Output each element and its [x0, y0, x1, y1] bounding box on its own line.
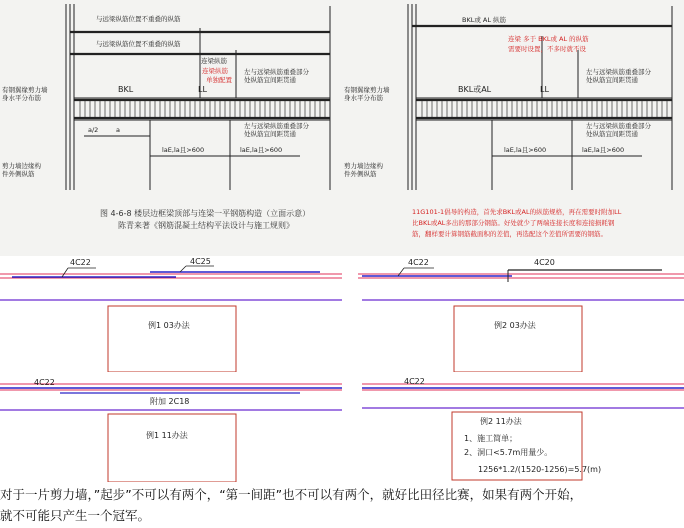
tr-red-text2: 比BKL或AL多出的那部分钢筋。好处就少了两端连接长度和连接损耗钢 [412, 219, 615, 227]
tl-left1: 有钢翼缘剪力墙 [2, 86, 48, 94]
tr-red-text1: 11G101-1倡导的构造，首先求BKL或AL的纵筋规格，再在需要时附加LL [412, 208, 622, 216]
tl-dim-b: a [116, 126, 120, 134]
tl-caption1: 图 4-6-8 楼层边框梁顶部与连梁一平钢筋构造（立面示意） [100, 209, 311, 218]
tr-note-red2: 需要时设置，不多时就不设 [508, 45, 586, 53]
ll-bar1-label: 4C22 [34, 378, 55, 387]
mid-right-diagram [342, 256, 684, 372]
top-left-drawing [0, 0, 342, 256]
lr-item1: 1、施工简单； [464, 434, 518, 443]
tr-left2: 身水平分布筋 [344, 94, 383, 102]
mr-bar2-label: 4C20 [534, 258, 555, 267]
bottom-line-2: 就不可能只产生一个冠军。 [0, 508, 151, 523]
tr-left1: 有钢翼缘剪力墙 [344, 86, 390, 94]
bottom-paragraph [0, 484, 684, 526]
tl-note-top1: 与远梁纵筋位置不重叠的纵筋 [96, 15, 181, 23]
mr-bar1-label: 4C22 [408, 258, 429, 267]
tl-label-bkl: BKL [118, 85, 134, 94]
ml-bar2-label: 4C25 [190, 257, 211, 266]
tr-label-bkl: BKL或AL [458, 85, 492, 94]
tl-note-top2: 与远梁纵筋位置不重叠的纵筋 [96, 40, 181, 48]
tl-dim-c: laE,la且>600 [162, 146, 205, 154]
mid-left-diagram [0, 256, 342, 372]
tl-dim-d: laE,la且>600 [240, 146, 283, 154]
tl-note-right5: 处纵筋宜间距贯通 [244, 76, 296, 84]
tl-note-right3: 单独配置 [206, 76, 232, 84]
tl-caption2: 陈青来著《钢筋混凝土结构平法设计与施工规则》 [118, 221, 294, 230]
lr-item2: 2、洞口<5.7m用量少。 [464, 448, 553, 457]
tl-note-right6: 左与远梁纵筋重叠部分 [244, 122, 309, 130]
tl-note-right4: 左与远梁纵筋重叠部分 [244, 68, 309, 76]
lr-formula: 1256*1.2/(1520-1256)=5.7(m) [478, 465, 602, 474]
tl-left3: 剪力墙边缘构 [2, 162, 41, 170]
ml-bar1-label: 4C22 [70, 258, 91, 267]
tr-note-right6: 左与远梁纵筋重叠部分 [586, 122, 651, 130]
ml-title: 例1 03办法 [148, 321, 190, 330]
tr-left3: 剪力墙边缘构 [344, 162, 383, 170]
tr-red-text3: 筋，翻样要计算钢筋截面积的差值，再选配这个差值所需要的钢筋。 [412, 230, 607, 238]
tl-note-right1: 连梁纵筋 [201, 57, 227, 65]
tl-dim-a: a/2 [88, 126, 99, 134]
top-right-drawing [342, 0, 684, 256]
tl-note-right2: 连梁纵筋 [202, 67, 228, 75]
tr-left4: 件外侧纵筋 [344, 170, 377, 178]
low-right-diagram [342, 376, 684, 482]
tr-note-right4: 左与远梁纵筋重叠部分 [586, 68, 651, 76]
tr-label-ll: LL [540, 85, 549, 94]
mr-title: 例2 03办法 [494, 321, 536, 330]
tr-note-red1: 连梁 多于 BKL或 AL 的纵筋 [508, 35, 589, 43]
tr-note-right7: 处纵筋宜间距贯通 [586, 130, 638, 138]
ll-extra-label: 附加 2C18 [150, 397, 190, 406]
tr-dim-c: laE,la且>600 [504, 146, 547, 154]
tl-label-ll: LL [198, 85, 207, 94]
tr-note-right5: 处纵筋宜间距贯通 [586, 76, 638, 84]
tl-left4: 件外侧纵筋 [2, 170, 35, 178]
tr-dim-d: laE,la且>600 [582, 146, 625, 154]
tr-label-bkl-al: BKL或 AL 纵筋 [462, 16, 507, 24]
bottom-line-1: 对于一片剪力墙，”起步”不可以有两个，“第一间距”也不可以有两个，就好比田径比赛，如果有两个开始， [0, 487, 583, 502]
lr-title: 例2 11办法 [480, 417, 522, 426]
tl-note-right7: 处纵筋宜间距贯通 [244, 130, 296, 138]
tl-left2: 身水平分布筋 [2, 94, 41, 102]
ll-title: 例1 11办法 [146, 431, 188, 440]
lr-bar1-label: 4C22 [404, 377, 425, 386]
low-left-diagram [0, 376, 342, 482]
